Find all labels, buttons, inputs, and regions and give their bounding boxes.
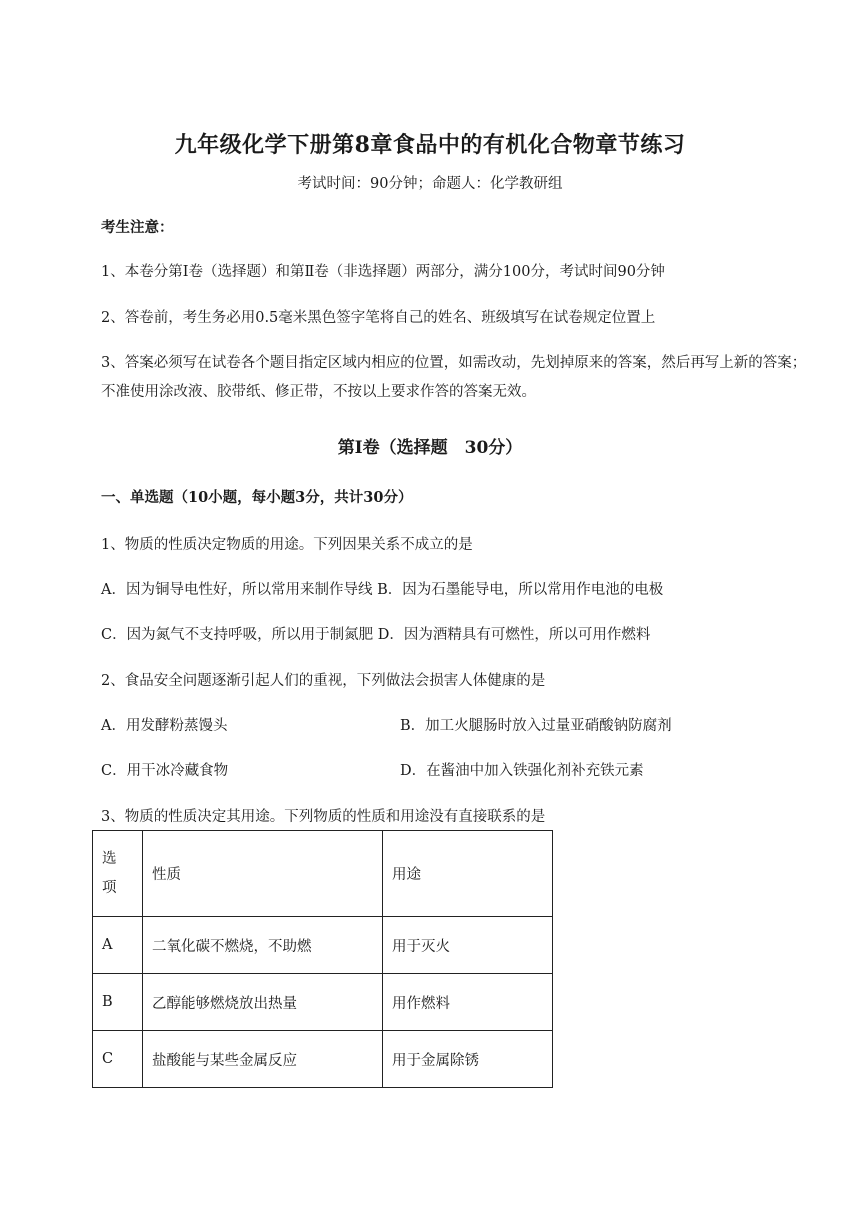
question-1-options-ab: A．因为铜导电性好，所以常用来制作导线 B．因为石墨能导电，所以常用作电池的电极 — [101, 582, 664, 598]
table-cell-option: A — [93, 917, 143, 974]
question-2-option-c: C．用干冰冷藏食物 — [101, 763, 229, 779]
table-row — [93, 917, 553, 974]
table-header-property: 性质 — [143, 831, 383, 917]
table-header-row — [93, 831, 553, 917]
table-cell-option: C — [93, 1031, 143, 1088]
question-1-options-cd: C．因为氮气不支持呼吸，所以用于制氮肥 D．因为酒精具有可燃性，所以可用作燃料 — [101, 627, 651, 643]
table-row — [93, 974, 553, 1031]
section-title: 第Ⅰ卷（选择题 30分） — [337, 438, 523, 458]
table-cell-use: 用于灭火 — [383, 917, 553, 974]
table-header-option: 选 项 — [93, 831, 143, 917]
table-cell-use: 用于金属除锈 — [383, 1031, 553, 1088]
question-2-option-d: D．在酱油中加入铁强化剂补充铁元素 — [400, 763, 644, 779]
question-3-stem: 3、物质的性质决定其用途。下列物质的性质和用途没有直接联系的是 — [101, 809, 546, 825]
notice-item-1: 1、本卷分第Ⅰ卷（选择题）和第Ⅱ卷（非选择题）两部分，满分100分，考试时间90分钟 — [101, 264, 665, 280]
page-title: 九年级化学下册第8章食品中的有机化合物章节练习 — [174, 132, 686, 158]
table-row — [93, 1031, 553, 1088]
part-heading: 一、单选题（10小题，每小题3分，共计30分） — [101, 489, 413, 506]
notice-item-2: 2、答卷前，考生务必用0.5毫米黑色签字笔将自己的姓名、班级填写在试卷规定位置上 — [101, 310, 656, 326]
notice-item-3: 3、答案必须写在试卷各个题目指定区域内相应的位置，如需改动，先划掉原来的答案，然后再写上新的答案；不准使用涂改液、胶带纸、修正带，不按以上要求作答的答案无效。 — [101, 355, 807, 400]
table-cell-property: 盐酸能与某些金属反应 — [143, 1031, 383, 1088]
table-header-use: 用途 — [383, 831, 553, 917]
notice-heading: 考生注意： — [101, 219, 174, 236]
table-cell-property: 二氧化碳不燃烧，不助燃 — [143, 917, 383, 974]
question-3-table — [92, 830, 553, 1088]
table-cell-property: 乙醇能够燃烧放出热量 — [143, 974, 383, 1031]
exam-info: 考试时间：90分钟；命题人：化学教研组 — [297, 176, 563, 192]
question-2-stem: 2、食品安全问题逐渐引起人们的重视，下列做法会损害人体健康的是 — [101, 673, 546, 689]
question-2-option-b: B．加工火腿肠时放入过量亚硝酸钠防腐剂 — [400, 718, 672, 734]
table-cell-option: B — [93, 974, 143, 1031]
table-cell-use: 用作燃料 — [383, 974, 553, 1031]
question-1-stem: 1、物质的性质决定物质的用途。下列因果关系不成立的是 — [101, 537, 473, 553]
question-2-option-a: A．用发酵粉蒸馒头 — [101, 718, 228, 734]
